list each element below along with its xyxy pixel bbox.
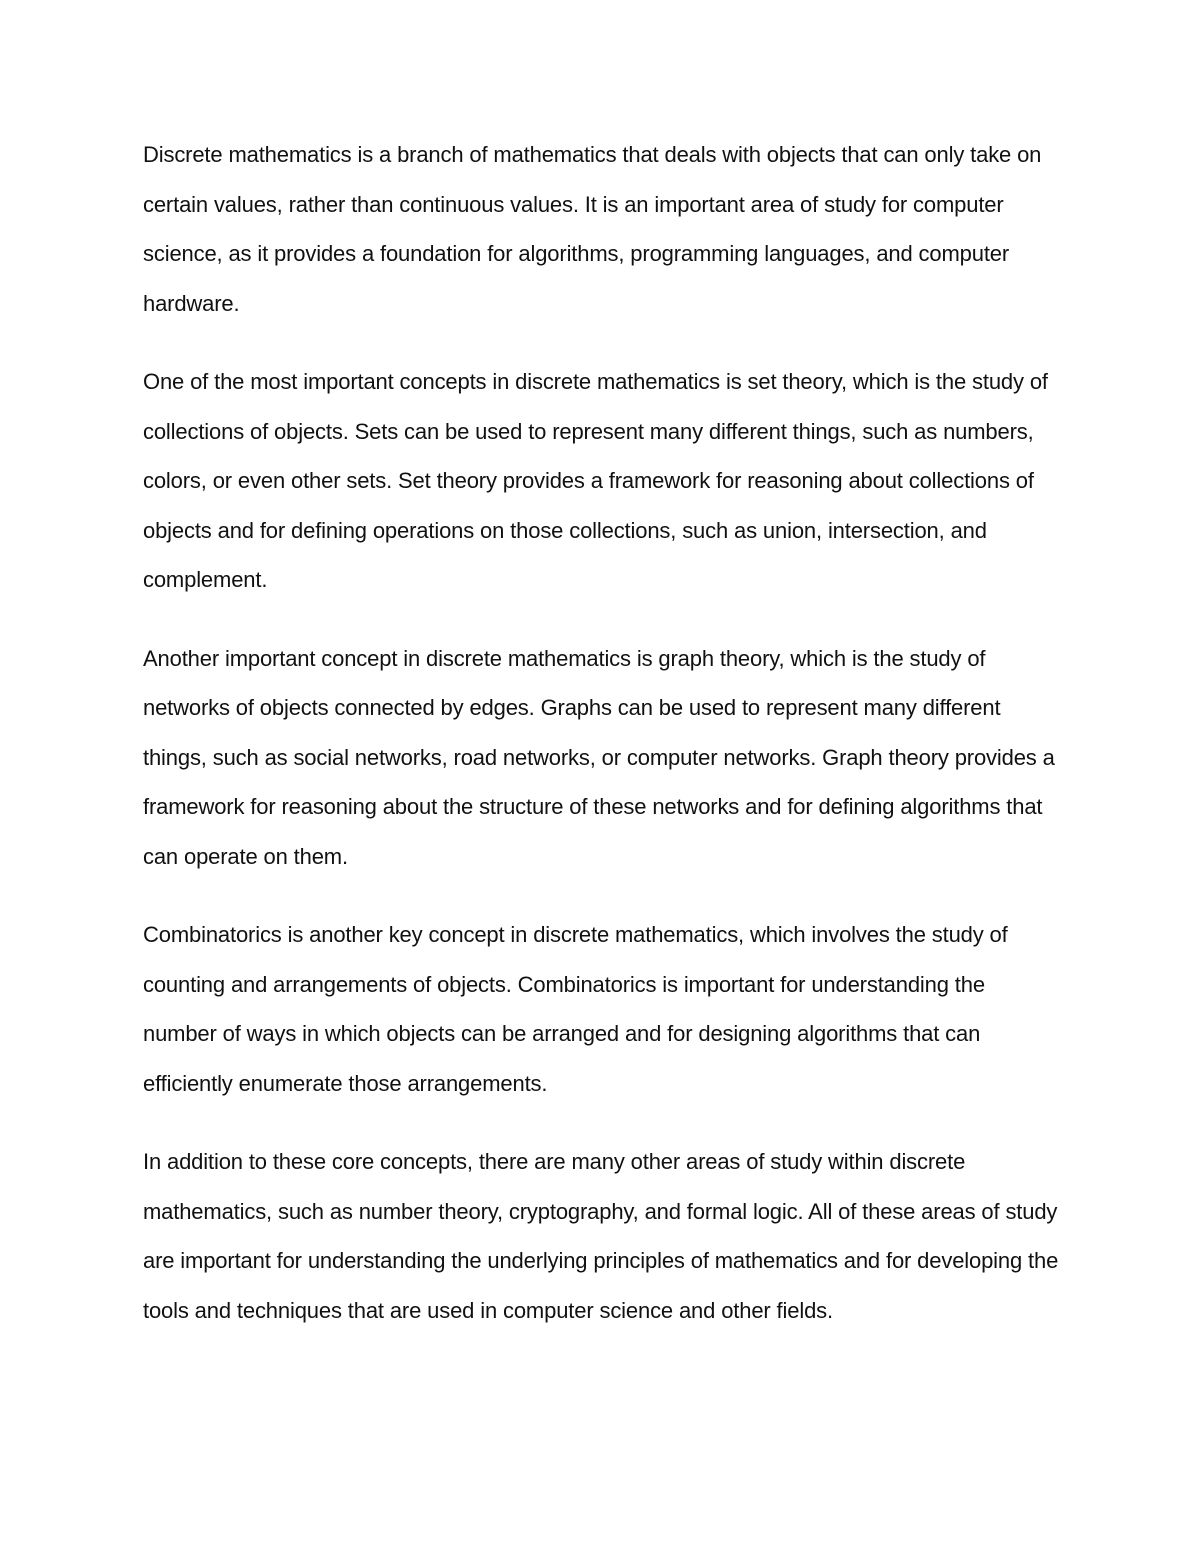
paragraph-graph-theory: Another important concept in discrete mathematics is graph theory, which is the study of networks of objects connected by edges. Graphs can be used to represent many different things, such as social networks, road networks, or computer networks. Graph theory provides a framework for reasoning about the structure of these networks and for defining algorithms that can operate on them. [143, 645, 1055, 869]
paragraph-combinatorics: Combinatorics is another key concept in discrete mathematics, which involves the study of counting and arrangements of objects. Combinatorics is important for understanding the number of ways in which objects can be arranged and for designing algorithms that can efficiently enumerate those arrangements. [143, 922, 1008, 1096]
document-body [143, 130, 1063, 1335]
paragraph-intro: Discrete mathematics is a branch of mathematics that deals with objects that can only take on certain values, rather than continuous values. It is an important area of study for computer science, as it provides a foundation for algorithms, programming languages, and computer hardware. [143, 142, 1042, 316]
paragraph-other-areas: In addition to these core concepts, there are many other areas of study within discrete mathematics, such as number theory, cryptography, and formal logic. All of these areas of study are important for understanding the underlying principles of mathematics and for developing the tools and techniques that are used in computer science and other fields. [143, 1149, 1059, 1323]
paragraph-set-theory: One of the most important concepts in discrete mathematics is set theory, which is the study of collections of objects. Sets can be used to represent many different things, such as numbers, colors, or even other sets. Set theory provides a framework for reasoning about collections of objects and for defining operations on those collections, such as union, intersection, and complement. [143, 369, 1048, 592]
